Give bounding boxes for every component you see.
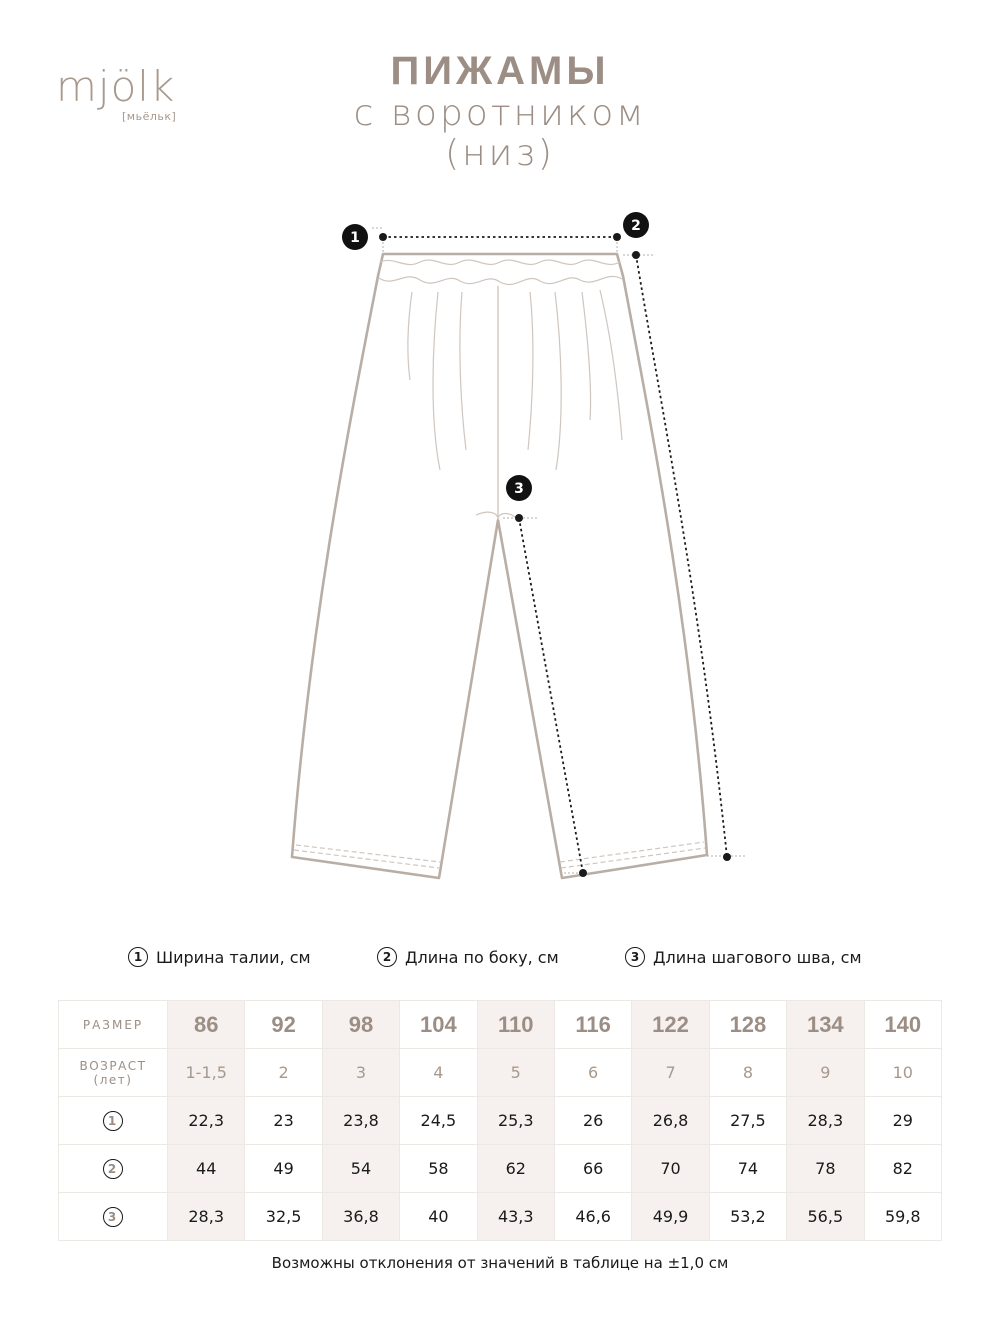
size-cell: 86 (168, 1001, 245, 1049)
measure-num-3: 3 (103, 1207, 123, 1227)
brand-name: mjölk (56, 62, 176, 111)
legend-item-waist (128, 944, 311, 970)
value-cell: 78 (787, 1145, 864, 1193)
brand-transliteration: [мьёльк] (122, 110, 177, 123)
value-cell: 74 (709, 1145, 786, 1193)
value-cell: 24,5 (400, 1097, 477, 1145)
measure-row-1 (59, 1097, 942, 1145)
value-cell: 49 (245, 1145, 322, 1193)
size-cell: 110 (477, 1001, 554, 1049)
marker-2-label: 2 (631, 218, 641, 234)
size-row (59, 1001, 942, 1049)
pants-details (294, 260, 705, 868)
title-line-3: (низ) (445, 133, 555, 174)
value-cell: 43,3 (477, 1193, 554, 1241)
size-cell: 134 (787, 1001, 864, 1049)
size-cell: 122 (632, 1001, 709, 1049)
size-header: РАЗМЕР (59, 1001, 168, 1049)
measure-row-3-head (59, 1193, 168, 1241)
size-table (58, 1000, 942, 1241)
size-cell: 128 (709, 1001, 786, 1049)
measure-num-1: 1 (103, 1111, 123, 1131)
value-cell: 23,8 (322, 1097, 399, 1145)
value-cell: 22,3 (168, 1097, 245, 1145)
legend-num-3: 3 (625, 947, 645, 967)
value-cell: 62 (477, 1145, 554, 1193)
value-cell: 27,5 (709, 1097, 786, 1145)
value-cell: 49,9 (632, 1193, 709, 1241)
pants-outline (292, 254, 707, 878)
measure-line-1 (372, 228, 621, 254)
value-cell: 40 (400, 1193, 477, 1241)
value-cell: 70 (632, 1145, 709, 1193)
legend-num-2: 2 (377, 947, 397, 967)
value-cell: 54 (322, 1145, 399, 1193)
value-cell: 23 (245, 1097, 322, 1145)
size-cell: 140 (864, 1001, 941, 1049)
size-cell: 116 (554, 1001, 631, 1049)
age-cell: 3 (322, 1049, 399, 1097)
value-cell: 66 (554, 1145, 631, 1193)
age-header (59, 1049, 168, 1097)
size-cell: 92 (245, 1001, 322, 1049)
age-cell: 10 (864, 1049, 941, 1097)
value-cell: 44 (168, 1145, 245, 1193)
value-cell: 59,8 (864, 1193, 941, 1241)
legend-item-side-length (377, 944, 559, 970)
legend-num-1: 1 (128, 947, 148, 967)
legend-item-inseam (625, 944, 862, 970)
value-cell: 46,6 (554, 1193, 631, 1241)
legend-label-1: Ширина талии, см (156, 947, 311, 967)
marker-1-label: 1 (350, 230, 360, 246)
legend-label-2: Длина по боку, см (405, 947, 559, 967)
measure-row-2-head (59, 1145, 168, 1193)
size-cell: 104 (400, 1001, 477, 1049)
title-line-2: с воротником (353, 93, 647, 134)
value-cell: 28,3 (787, 1097, 864, 1145)
age-cell: 6 (554, 1049, 631, 1097)
marker-2-badge (623, 212, 649, 238)
age-row (59, 1049, 942, 1097)
tolerance-note: Возможны отклонения от значений в таблице на ±1,0 см (271, 1254, 729, 1272)
size-cell: 98 (322, 1001, 399, 1049)
value-cell: 26 (554, 1097, 631, 1145)
age-header-line-1: ВОЗРАСТ (79, 1058, 147, 1073)
value-cell: 25,3 (477, 1097, 554, 1145)
age-cell: 4 (400, 1049, 477, 1097)
measure-num-2: 2 (103, 1159, 123, 1179)
value-cell: 82 (864, 1145, 941, 1193)
age-cell: 1-1,5 (168, 1049, 245, 1097)
age-cell: 2 (245, 1049, 322, 1097)
marker-3-label: 3 (514, 481, 524, 497)
age-cell: 9 (787, 1049, 864, 1097)
value-cell: 56,5 (787, 1193, 864, 1241)
measure-row-1-head (59, 1097, 168, 1145)
value-cell: 29 (864, 1097, 941, 1145)
measure-row-3 (59, 1193, 942, 1241)
value-cell: 32,5 (245, 1193, 322, 1241)
marker-3-badge (506, 475, 532, 501)
measure-row-2 (59, 1145, 942, 1193)
age-cell: 5 (477, 1049, 554, 1097)
age-cell: 8 (709, 1049, 786, 1097)
value-cell: 53,2 (709, 1193, 786, 1241)
marker-1-badge (342, 224, 368, 250)
value-cell: 26,8 (632, 1097, 709, 1145)
age-header-line-2: (лет) (93, 1072, 133, 1087)
legend-label-3: Длина шагового шва, см (653, 947, 862, 967)
value-cell: 36,8 (322, 1193, 399, 1241)
value-cell: 58 (400, 1145, 477, 1193)
age-cell: 7 (632, 1049, 709, 1097)
value-cell: 28,3 (168, 1193, 245, 1241)
measure-line-2 (623, 251, 745, 861)
title-line-1: ПИЖАМЫ (390, 49, 610, 93)
